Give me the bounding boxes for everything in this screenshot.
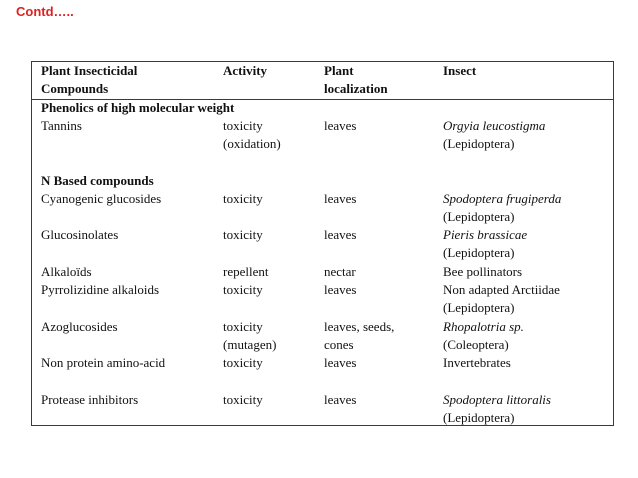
slide-heading: Contd…..	[16, 4, 74, 19]
header-insect: Insect	[443, 63, 477, 78]
table-row-insect: Orgyia leucostigma	[443, 118, 546, 133]
table-row-compound: Pyrrolizidine alkaloids	[41, 282, 160, 297]
table-row-insect: Spodoptera littoralis	[443, 392, 551, 407]
table-row-localization: leaves	[324, 227, 357, 242]
header-compound-line1: Plant Insecticidal	[41, 63, 138, 78]
table-row-activity-note: (oxidation)	[223, 136, 281, 151]
table-row-localization: leaves	[324, 191, 357, 206]
table-row-compound: Cyanogenic glucosides	[41, 191, 162, 206]
table-row-localization: leaves, seeds,	[324, 319, 395, 334]
table-row-localization: leaves	[324, 118, 357, 133]
table-row-insect: Invertebrates	[443, 355, 511, 370]
table-row-activity: toxicity	[223, 282, 263, 297]
table-row-insect-order: (Lepidoptera)	[443, 245, 515, 260]
table-row-insect-order: (Lepidoptera)	[443, 300, 515, 315]
table-row-activity: toxicity	[223, 392, 263, 407]
table-row-insect: Bee pollinators	[443, 264, 523, 279]
table-row-compound: Protease inhibitors	[41, 392, 139, 407]
table-row-compound: Alkaloïds	[41, 264, 92, 279]
insecticidal-compounds-table	[31, 61, 614, 426]
table-row-insect: Rhopalotria sp.	[443, 319, 524, 334]
table-row-localization: nectar	[324, 264, 356, 279]
table-row-insect: Pieris brassicae	[443, 227, 528, 242]
table-row-activity: toxicity	[223, 118, 263, 133]
table-row-activity: repellent	[223, 264, 269, 279]
table-row-activity-note: (mutagen)	[223, 337, 277, 352]
table-row-compound: Non protein amino-acid	[41, 355, 166, 370]
header-compound-line2: Compounds	[41, 81, 109, 96]
header-activity: Activity	[223, 63, 268, 78]
table-row-localization: leaves	[324, 282, 357, 297]
section-title: Phenolics of high molecular weight	[41, 100, 235, 115]
table-row-compound: Azoglucosides	[41, 319, 118, 334]
table-row-insect-order: (Lepidoptera)	[443, 209, 515, 224]
header-localization-line2: localization	[324, 81, 388, 96]
table-row-compound: Tannins	[41, 118, 82, 133]
table-row-activity: toxicity	[223, 191, 263, 206]
table-row-insect-order: (Lepidoptera)	[443, 410, 515, 425]
table-row-localization: leaves	[324, 392, 357, 407]
header-localization-line1: Plant	[324, 63, 354, 78]
table-row-insect: Non adapted Arctiidae	[443, 282, 560, 297]
section-title: N Based compounds	[41, 173, 154, 188]
table-row-compound: Glucosinolates	[41, 227, 119, 242]
table-row-insect: Spodoptera frugiperda	[443, 191, 562, 206]
table-row-localization-extra: cones	[324, 337, 354, 352]
table-row-insect-order: (Lepidoptera)	[443, 136, 515, 151]
table-row-activity: toxicity	[223, 319, 263, 334]
table-row-activity: toxicity	[223, 355, 263, 370]
table-row-activity: toxicity	[223, 227, 263, 242]
table-row-localization: leaves	[324, 355, 357, 370]
table-row-insect-order: (Coleoptera)	[443, 337, 509, 352]
